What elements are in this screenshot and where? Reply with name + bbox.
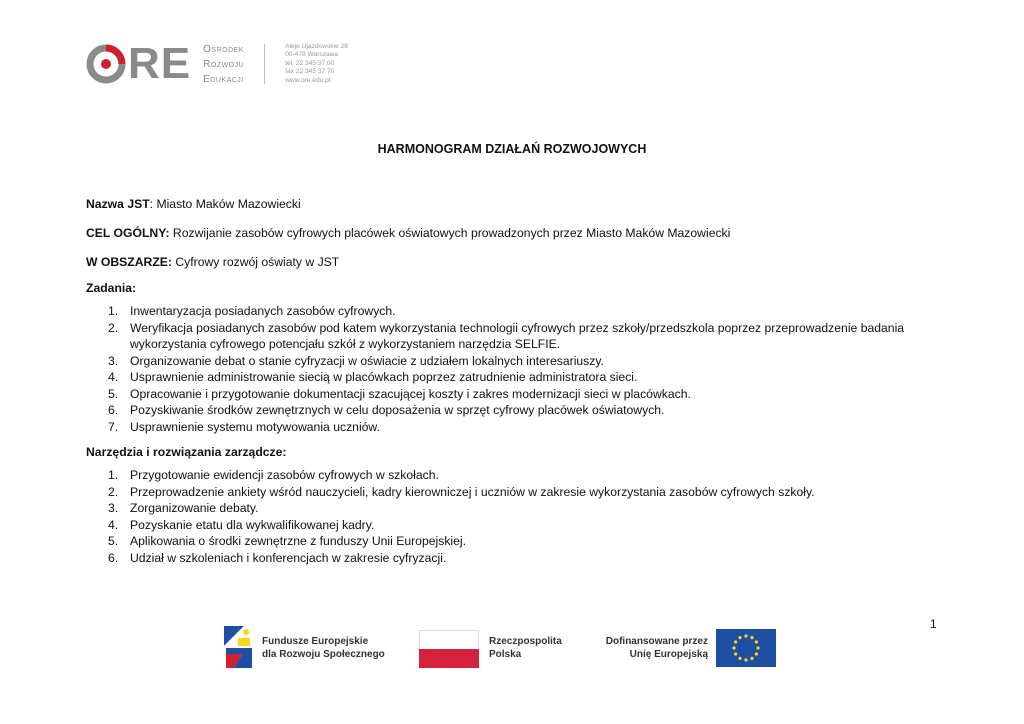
list-item: [86, 419, 930, 436]
list-item: [86, 484, 930, 501]
list-item: [86, 533, 930, 550]
address-line: tel. 22 345 37 00: [285, 59, 335, 67]
list-number: 3.: [108, 501, 119, 515]
list-number: 4.: [108, 517, 119, 532]
address-line: 00-478 Warszawa: [285, 51, 339, 59]
task-text: Opracowanie i przygotowanie dokumentacji szacującej koszty i zakres modernizacji sieci w placówkach.: [130, 386, 691, 401]
poland-line: Rzeczpospolita: [489, 636, 562, 647]
jst-field: [86, 197, 301, 211]
tool-text: Udział w szkoleniach i konferencjach w zakresie cyfryzacji.: [130, 550, 447, 565]
european-funds-line: Fundusze Europejskie: [262, 636, 369, 647]
task-text: Pozyskiwanie środków zewnętrznych w celu doposażenia w sprzęt cyfrowy placówek oświatowych.: [130, 403, 665, 417]
task-text: Usprawnienie systemu motywowania uczniów.: [130, 419, 380, 434]
tool-text: Przeprowadzenie ankiety wśród nauczycieli, kadry kierowniczej i uczniów w zakresie wykorzystania zasobów cyfrowych szkoły.: [130, 484, 815, 499]
eu-star-icon: [734, 640, 737, 643]
list-number: 3.: [108, 353, 119, 368]
tools-heading: Narzędzia i rozwiązania zarządcze:: [86, 445, 287, 459]
poland-line: Polska: [489, 648, 522, 660]
eu-star-icon: [732, 646, 735, 649]
org-name-line: Ośrodek: [203, 43, 244, 55]
list-number: 5.: [108, 386, 119, 401]
area-field: [86, 255, 339, 269]
list-number: 7.: [108, 419, 119, 434]
list-item: [86, 402, 930, 419]
ore-logo: [86, 39, 192, 88]
list-item: [86, 517, 930, 534]
task-text: Organizowanie debat o stanie cyfryzacji w oświacie z udziałem lokalnych interesariuszy.: [130, 353, 604, 368]
european-funds-line: dla Rozwoju Społecznego: [262, 648, 385, 660]
org-name: [203, 42, 244, 87]
eu-star-icon: [750, 657, 753, 660]
list-number: 2.: [108, 484, 119, 499]
eu-star-icon: [755, 652, 758, 655]
eu-star-icon: [738, 636, 741, 639]
goal-label: CEL OGÓLNY:: [86, 226, 170, 240]
eu-funding-line: Unię Europejską: [629, 648, 708, 660]
eu-star-icon: [744, 634, 747, 637]
task-text: Usprawnienie administrowanie siecią w placówkach poprzez zatrudnienie administratora sieci.: [130, 370, 638, 384]
goal-field: [86, 226, 730, 240]
tasks-heading: Zadania:: [86, 281, 137, 295]
eu-funding-text: [594, 636, 708, 661]
eu-star-icon: [755, 640, 758, 643]
goal-value: Rozwijanie zasobów cyfrowych placówek oświatowych prowadzonych przez Miasto Maków Mazowiecki: [169, 226, 731, 240]
eu-star-icon: [744, 658, 747, 661]
list-item: [86, 353, 930, 370]
tool-text: Przygotowanie ewidencji zasobów cyfrowych w szkołach.: [130, 468, 439, 482]
poland-text: [489, 636, 562, 661]
eu-star-icon: [750, 636, 753, 639]
eu-star-icon: [734, 652, 737, 655]
org-address: [285, 43, 348, 85]
tasks-list: [86, 303, 930, 435]
footer-logos: [0, 624, 1024, 672]
header-divider: [264, 44, 265, 84]
area-value: Cyfrowy rozwój oświaty w JST: [171, 255, 340, 269]
poland-flag-icon: [419, 630, 479, 668]
address-line: Aleje Ujazdowskie 28: [285, 42, 348, 50]
list-number: 6.: [108, 550, 119, 565]
list-item: [86, 467, 930, 484]
list-item: [86, 500, 930, 517]
eu-star-icon: [738, 657, 741, 660]
list-item: [86, 550, 930, 567]
tool-text: Zorganizowanie debaty.: [130, 501, 259, 515]
document-title: HARMONOGRAM DZIAŁAŃ ROZWOJOWYCH: [377, 142, 647, 156]
eu-star-icon: [756, 646, 759, 649]
org-name-line: Edukacji: [203, 73, 244, 85]
list-item: [86, 303, 930, 320]
list-number: 2.: [108, 320, 119, 335]
list-number: 1.: [108, 304, 119, 318]
list-number: 4.: [108, 370, 119, 384]
list-number: 1.: [108, 468, 119, 482]
task-text: Inwentaryzacja posiadanych zasobów cyfrowych.: [130, 304, 396, 318]
jst-label: Nazwa JST: [86, 197, 150, 211]
address-line: www.ore.edu.pl: [285, 76, 331, 84]
header: [86, 40, 348, 88]
ore-logo-text: RE: [128, 39, 192, 88]
eu-flag-icon: [716, 629, 776, 667]
ore-o-mark-icon: [86, 44, 126, 84]
list-number: 6.: [108, 403, 119, 417]
tool-text: Pozyskanie etatu dla wykwalifikowanej kadry.: [130, 517, 375, 532]
area-label: W OBSZARZE:: [86, 255, 172, 269]
address-line: fax 22 345 37 70: [285, 68, 335, 76]
jst-value: : Miasto Maków Mazowiecki: [149, 197, 301, 211]
list-item: [86, 320, 930, 353]
european-funds-text: [262, 636, 385, 661]
list-item: [86, 386, 930, 403]
list-number: 5.: [108, 534, 119, 548]
list-item: [86, 369, 930, 386]
tools-list: [86, 467, 930, 566]
org-name-line: Rozwoju: [203, 58, 245, 70]
task-text: Weryfikacja posiadanych zasobów pod katem wykorzystania technologii cyfrowych przez szkoły/przedszkola poprzez przeprowadzenie badania wykorzystania cyfrowego potencjału szkół z wykorzystaniem narzędzia SELFIE.: [130, 320, 905, 351]
european-funds-logo-icon: [224, 624, 254, 670]
page-number: 1: [930, 617, 937, 631]
tool-text: Aplikowania o środki zewnętrzne z funduszy Unii Europejskiej.: [130, 534, 466, 548]
eu-funding-line: Dofinansowane przez: [605, 636, 708, 647]
